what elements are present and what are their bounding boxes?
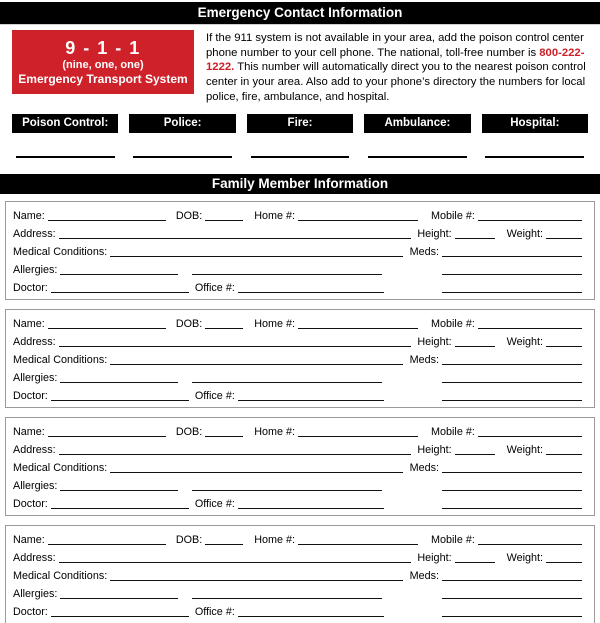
meds-label: Meds: [409,245,439,258]
home-phone-label: Home #: [254,425,296,438]
meds-label: Meds: [409,461,439,474]
mobile-phone-label: Mobile #: [431,533,475,546]
hospital-fill-line[interactable] [485,156,584,158]
contact-label-bars [12,114,588,133]
name-fill-line[interactable] [48,544,166,545]
meds-continuation-line-1[interactable] [442,382,582,383]
height-fill-line[interactable] [455,346,495,347]
police-label: Police: [129,114,235,133]
intro-text-before: If the 911 system is not available in your area, add the poison control center phone number to your cell phone. The national, toll-free number is [206,32,584,59]
name-fill-line[interactable] [48,436,166,437]
name-fill-line[interactable] [48,220,166,221]
dob-label: DOB: [175,533,203,546]
doctor-fill-line[interactable] [51,616,189,617]
address-fill-line[interactable] [59,346,412,347]
meds-fill-line[interactable] [442,256,582,257]
weight-label: Weight: [506,227,543,240]
meds-fill-line[interactable] [442,364,582,365]
doctor-row [13,495,582,513]
allergies-row [13,369,582,387]
address-fill-line[interactable] [59,562,412,563]
mobile-phone-fill-line[interactable] [478,436,582,437]
office-phone-fill-line[interactable] [238,616,384,617]
poison-control-phone-number: 800-222-1222. [206,46,585,74]
allergies-row [13,261,582,279]
height-fill-line[interactable] [455,562,495,563]
doctor-fill-line[interactable] [51,400,189,401]
height-label: Height: [417,227,452,240]
allergies-fill-line[interactable] [60,598,178,599]
meds-fill-line[interactable] [442,580,582,581]
911-phonetic: (nine, one, one) [62,59,144,71]
allergies-extra-fill-line[interactable] [192,598,382,599]
home-phone-label: Home #: [254,209,296,222]
medical-conditions-fill-line[interactable] [110,364,402,365]
address-fill-line[interactable] [59,238,412,239]
meds-continuation-line-1[interactable] [442,598,582,599]
ambulance-label: Ambulance: [364,114,470,133]
member-block [5,525,595,623]
home-phone-fill-line[interactable] [298,220,418,221]
meds-continuation-line-2[interactable] [442,400,582,401]
address-row [13,333,582,351]
doctor-label: Doctor: [13,497,48,510]
hospital-label: Hospital: [482,114,588,133]
doctor-row [13,603,582,621]
office-phone-label: Office #: [194,497,235,510]
name-fill-line[interactable] [48,328,166,329]
poison-control-label: Poison Control: [12,114,118,133]
mobile-phone-fill-line[interactable] [478,544,582,545]
911-number: 9 - 1 - 1 [65,38,141,58]
allergies-extra-fill-line[interactable] [192,382,382,383]
page-title: Emergency Contact Information [0,2,600,25]
weight-label: Weight: [506,443,543,456]
meds-continuation-line-2[interactable] [442,508,582,509]
medical-conditions-label: Medical Conditions: [13,245,108,258]
weight-fill-line[interactable] [546,346,582,347]
medical-conditions-label: Medical Conditions: [13,461,108,474]
meds-fill-line[interactable] [442,472,582,473]
dob-fill-line[interactable] [205,436,243,437]
mobile-phone-label: Mobile #: [431,425,475,438]
dob-label: DOB: [175,425,203,438]
height-label: Height: [417,335,452,348]
allergies-extra-fill-line[interactable] [192,490,382,491]
doctor-label: Doctor: [13,389,48,402]
allergies-label: Allergies: [13,263,58,276]
medical-conditions-fill-line[interactable] [110,472,402,473]
office-phone-label: Office #: [194,605,235,618]
home-phone-fill-line[interactable] [298,328,418,329]
doctor-row [13,387,582,405]
allergies-row [13,477,582,495]
family-section-title: Family Member Information [0,174,600,194]
medical-conditions-row [13,567,582,585]
intro-paragraph [206,30,591,105]
height-fill-line[interactable] [455,238,495,239]
dob-label: DOB: [175,317,203,330]
mobile-phone-fill-line[interactable] [478,220,582,221]
medical-conditions-label: Medical Conditions: [13,353,108,366]
weight-fill-line[interactable] [546,562,582,563]
allergies-fill-line[interactable] [60,382,178,383]
police-line-slot [129,156,235,158]
member-block [5,417,595,516]
medical-conditions-fill-line[interactable] [110,580,402,581]
height-label: Height: [417,551,452,564]
intro-section [12,30,594,105]
dob-fill-line[interactable] [205,328,243,329]
meds-label: Meds: [409,353,439,366]
office-phone-fill-line[interactable] [238,508,384,509]
address-fill-line[interactable] [59,454,412,455]
address-row [13,225,582,243]
allergies-extra-fill-line[interactable] [192,274,382,275]
allergies-label: Allergies: [13,479,58,492]
poison-control-line-slot [12,156,118,158]
member-blocks [0,201,600,623]
address-label: Address: [13,443,56,456]
allergies-fill-line[interactable] [60,490,178,491]
intro-text-after: This number will automatically direct you to the nearest poison control center in your area. Also add to your phone’s directory the numbers for local police, fire, ambulance, and hospital. [206,61,586,103]
meds-continuation-line-1[interactable] [442,490,582,491]
office-phone-fill-line[interactable] [238,292,384,293]
name-row [13,531,582,549]
member-block [5,309,595,408]
allergies-row [13,585,582,603]
doctor-row [13,279,582,297]
height-fill-line[interactable] [455,454,495,455]
fire-fill-line[interactable] [251,156,350,158]
allergies-fill-line[interactable] [60,274,178,275]
height-label: Height: [417,443,452,456]
ambulance-fill-line[interactable] [368,156,467,158]
name-row [13,207,582,225]
home-phone-label: Home #: [254,533,296,546]
medical-conditions-fill-line[interactable] [110,256,402,257]
name-label: Name: [13,425,45,438]
medical-conditions-label: Medical Conditions: [13,569,108,582]
home-phone-fill-line[interactable] [298,436,418,437]
doctor-label: Doctor: [13,281,48,294]
dob-fill-line[interactable] [205,544,243,545]
mobile-phone-fill-line[interactable] [478,328,582,329]
name-label: Name: [13,533,45,546]
contact-fill-lines [12,133,588,158]
meds-continuation-line-1[interactable] [442,274,582,275]
address-row [13,549,582,567]
doctor-fill-line[interactable] [51,508,189,509]
fire-label: Fire: [247,114,353,133]
home-phone-label: Home #: [254,317,296,330]
office-phone-label: Office #: [194,281,235,294]
mobile-phone-label: Mobile #: [431,317,475,330]
meds-continuation-line-2[interactable] [442,616,582,617]
member-block [5,201,595,300]
meds-continuation-line-2[interactable] [442,292,582,293]
address-label: Address: [13,227,56,240]
911-emergency-box [12,30,194,94]
medical-conditions-row [13,243,582,261]
hospital-line-slot [482,156,588,158]
doctor-fill-line[interactable] [51,292,189,293]
name-label: Name: [13,317,45,330]
address-label: Address: [13,551,56,564]
name-label: Name: [13,209,45,222]
address-label: Address: [13,335,56,348]
fire-line-slot [247,156,353,158]
address-row [13,441,582,459]
weight-label: Weight: [506,335,543,348]
meds-label: Meds: [409,569,439,582]
office-phone-fill-line[interactable] [238,400,384,401]
allergies-label: Allergies: [13,371,58,384]
home-phone-fill-line[interactable] [298,544,418,545]
medical-conditions-row [13,459,582,477]
dob-label: DOB: [175,209,203,222]
name-row [13,315,582,333]
office-phone-label: Office #: [194,389,235,402]
doctor-label: Doctor: [13,605,48,618]
allergies-label: Allergies: [13,587,58,600]
weight-label: Weight: [506,551,543,564]
weight-fill-line[interactable] [546,238,582,239]
poison-control-fill-line[interactable] [16,156,115,158]
weight-fill-line[interactable] [546,454,582,455]
mobile-phone-label: Mobile #: [431,209,475,222]
name-row [13,423,582,441]
medical-conditions-row [13,351,582,369]
911-subtitle: Emergency Transport System [18,72,188,86]
dob-fill-line[interactable] [205,220,243,221]
ambulance-line-slot [364,156,470,158]
police-fill-line[interactable] [133,156,232,158]
